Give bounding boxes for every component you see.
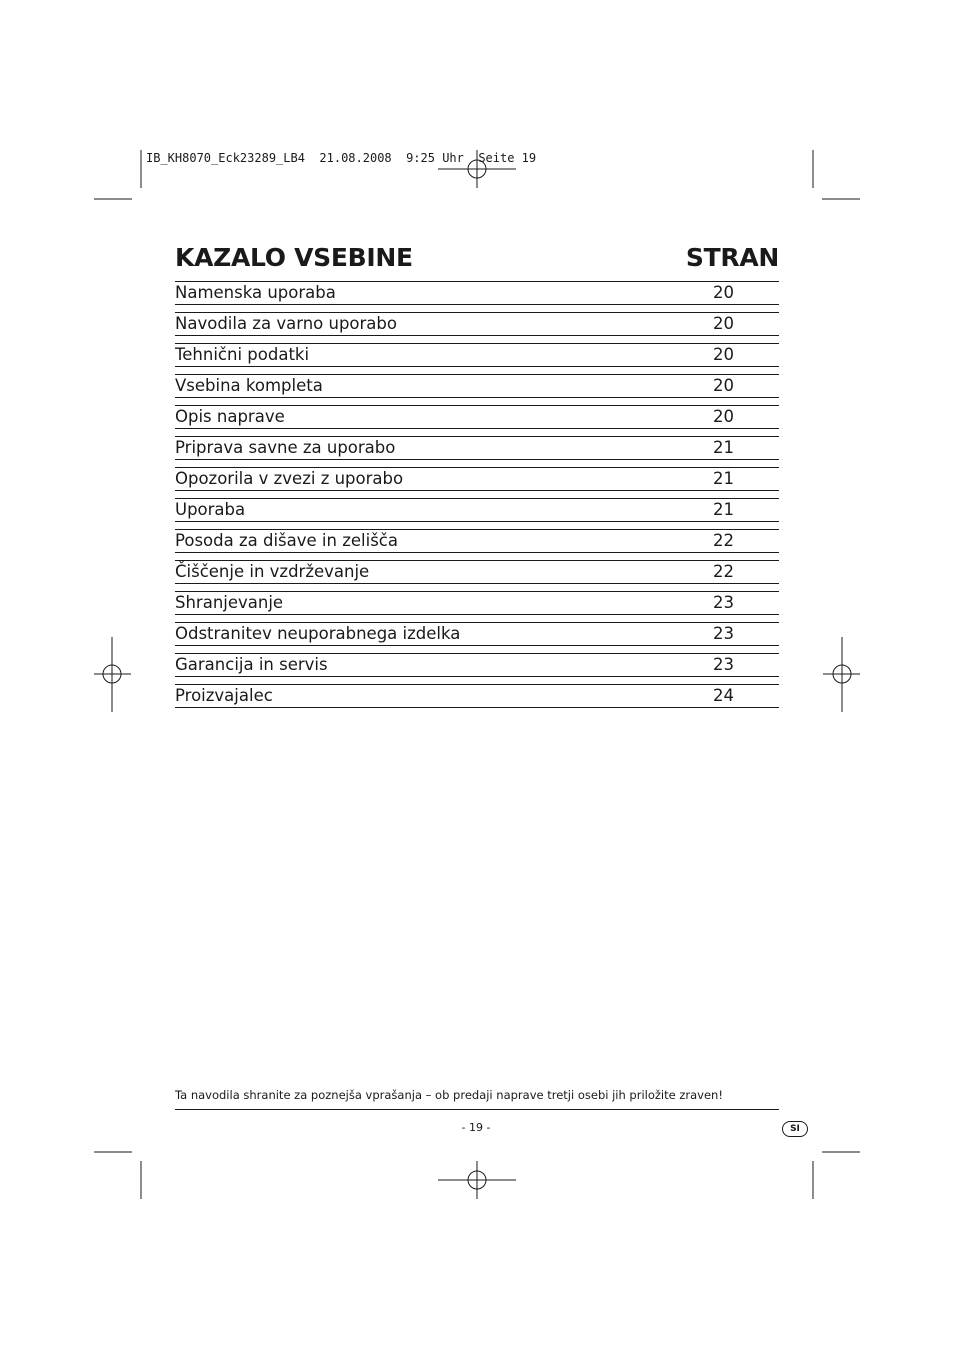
toc-entry[interactable] [175, 622, 779, 646]
toc-entry[interactable] [175, 684, 779, 708]
toc-entry[interactable] [175, 653, 779, 677]
toc-entry-label: Proizvajalec [175, 686, 273, 705]
toc-entry-label: Odstranitev neuporabnega izdelka [175, 624, 461, 643]
toc-entry-label: Navodila za varno uporabo [175, 314, 397, 333]
toc-entry-page: 20 [713, 376, 734, 395]
language-badge: SI [782, 1121, 808, 1137]
toc-entry-label: Priprava savne za uporabo [175, 438, 396, 457]
toc-entry-label: Čiščenje in vzdrževanje [175, 562, 370, 581]
toc-entry-page: 24 [713, 686, 734, 705]
toc-entry[interactable] [175, 405, 779, 429]
toc-entry-label: Shranjevanje [175, 593, 284, 612]
toc-entry[interactable] [175, 467, 779, 491]
toc-entry[interactable] [175, 312, 779, 336]
toc-entry[interactable] [175, 436, 779, 460]
footer-note: Ta navodila shranite za poznejša vprašanja – ob predaji naprave tretji osebi jih priložite zraven! [175, 1088, 779, 1110]
toc-entry-page: 23 [713, 624, 734, 643]
toc-entry-page: 20 [713, 283, 734, 302]
toc-entry-label: Garancija in servis [175, 655, 328, 674]
toc-entry-page: 21 [713, 438, 734, 457]
toc-entry-label: Posoda za dišave in zelišča [175, 531, 398, 550]
toc-entry-page: 22 [713, 562, 734, 581]
toc-entry-page: 20 [713, 345, 734, 364]
toc-entry-label: Tehnični podatki [175, 345, 310, 364]
toc-entry-page: 20 [713, 314, 734, 333]
toc-entry-label: Vsebina kompleta [175, 376, 323, 395]
toc-entry-page: 23 [713, 593, 734, 612]
table-of-contents [175, 242, 779, 708]
toc-entry-page: 23 [713, 655, 734, 674]
print-slug: IB_KH8070_Eck23289_LB4 21.08.2008 9:25 Uhr Seite 19 [146, 151, 537, 165]
toc-entry[interactable] [175, 529, 779, 553]
toc-entry-page: 21 [713, 469, 734, 488]
toc-entry-label: Opis naprave [175, 407, 285, 426]
toc-header [175, 242, 779, 274]
toc-entry[interactable] [175, 343, 779, 367]
toc-entry[interactable] [175, 281, 779, 305]
toc-entry-label: Uporaba [175, 500, 246, 519]
toc-entry[interactable] [175, 591, 779, 615]
toc-page-header: STRAN [685, 243, 779, 272]
toc-entry[interactable] [175, 374, 779, 398]
toc-entry-page: 20 [713, 407, 734, 426]
page-number: - 19 - [461, 1121, 491, 1134]
toc-entry-page: 22 [713, 531, 734, 550]
toc-entry[interactable] [175, 498, 779, 522]
toc-entry-page: 21 [713, 500, 734, 519]
toc-title: KAZALO VSEBINE [175, 243, 413, 272]
toc-entry-label: Opozorila v zvezi z uporabo [175, 469, 404, 488]
toc-entry[interactable] [175, 560, 779, 584]
toc-entry-label: Namenska uporaba [175, 283, 336, 302]
